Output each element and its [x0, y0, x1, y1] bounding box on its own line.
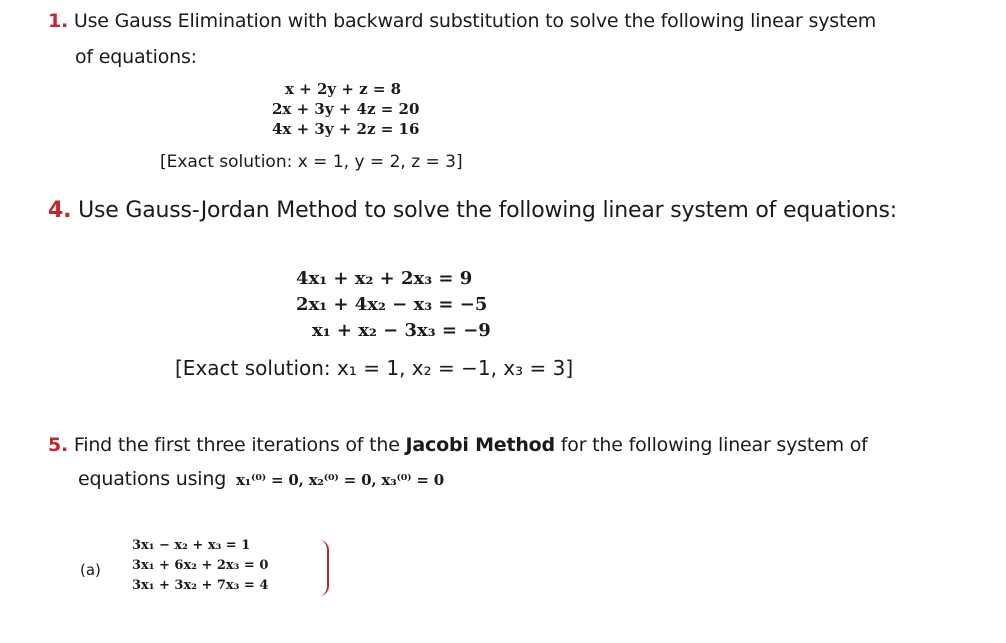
q1-equation-3: 4x + 3y + 2z = 16	[272, 120, 420, 138]
q4-instruction: Use Gauss-Jordan Method to solve the following linear system of equations:	[78, 198, 897, 223]
q5-line1	[48, 434, 868, 456]
q5-instruction-using: equations using	[78, 468, 227, 490]
q5-equation-1-lhs: 3x₁ − x₂ + x₃ =	[132, 538, 242, 553]
q5-equation-3	[132, 578, 268, 593]
q5-equation-3-rhs: 4	[259, 578, 269, 593]
q1-exact-solution: [Exact solution: x = 1, y = 2, z = 3]	[160, 152, 463, 172]
q1-equation-2: 2x + 3y + 4z = 20	[272, 100, 420, 118]
q4-equation-1: 4x₁ + x₂ + 2x₃ = 9	[296, 268, 473, 289]
q5-initial-values: x₁⁽⁰⁾ = 0, x₂⁽⁰⁾ = 0, x₃⁽⁰⁾ = 0	[235, 471, 445, 489]
q5-system-brace	[318, 540, 329, 596]
q5-equation-2-lhs: 3x₁ + 6x₂ + 2x₃ =	[132, 558, 260, 573]
q4-line1	[48, 198, 897, 223]
q5-line2	[78, 468, 444, 490]
q1-line1	[48, 10, 876, 32]
q1-equation-1: x + 2y + z = 8	[285, 80, 402, 98]
q5-equation-2	[132, 558, 268, 573]
q4-number: 4.	[48, 198, 72, 223]
q4-equation-3: x₁ + x₂ − 3x₃ = −9	[312, 320, 491, 341]
q5-equation-1	[132, 538, 250, 553]
q5-instruction-post: for the following linear system of	[560, 434, 868, 456]
q1-instruction: Use Gauss Elimination with backward substitution to solve the following linear system	[73, 10, 876, 32]
q5-part-label: (a)	[80, 561, 101, 579]
q5-equation-2-rhs: 0	[259, 558, 269, 573]
q5-method-name: Jacobi Method	[405, 434, 555, 456]
q5-number: 5.	[48, 434, 69, 456]
q1-line2: of equations:	[75, 46, 197, 68]
q1-number: 1.	[48, 10, 69, 32]
q5-equation-1-rhs: 1	[241, 538, 251, 553]
q5-instruction-pre: Find the first three iterations of the	[73, 434, 400, 456]
q5-equation-3-lhs: 3x₁ + 3x₂ + 7x₃ =	[132, 578, 260, 593]
q4-exact-solution: [Exact solution: x₁ = 1, x₂ = −1, x₃ = 3]	[175, 356, 574, 380]
q4-equation-2: 2x₁ + 4x₂ − x₃ = −5	[296, 294, 488, 315]
